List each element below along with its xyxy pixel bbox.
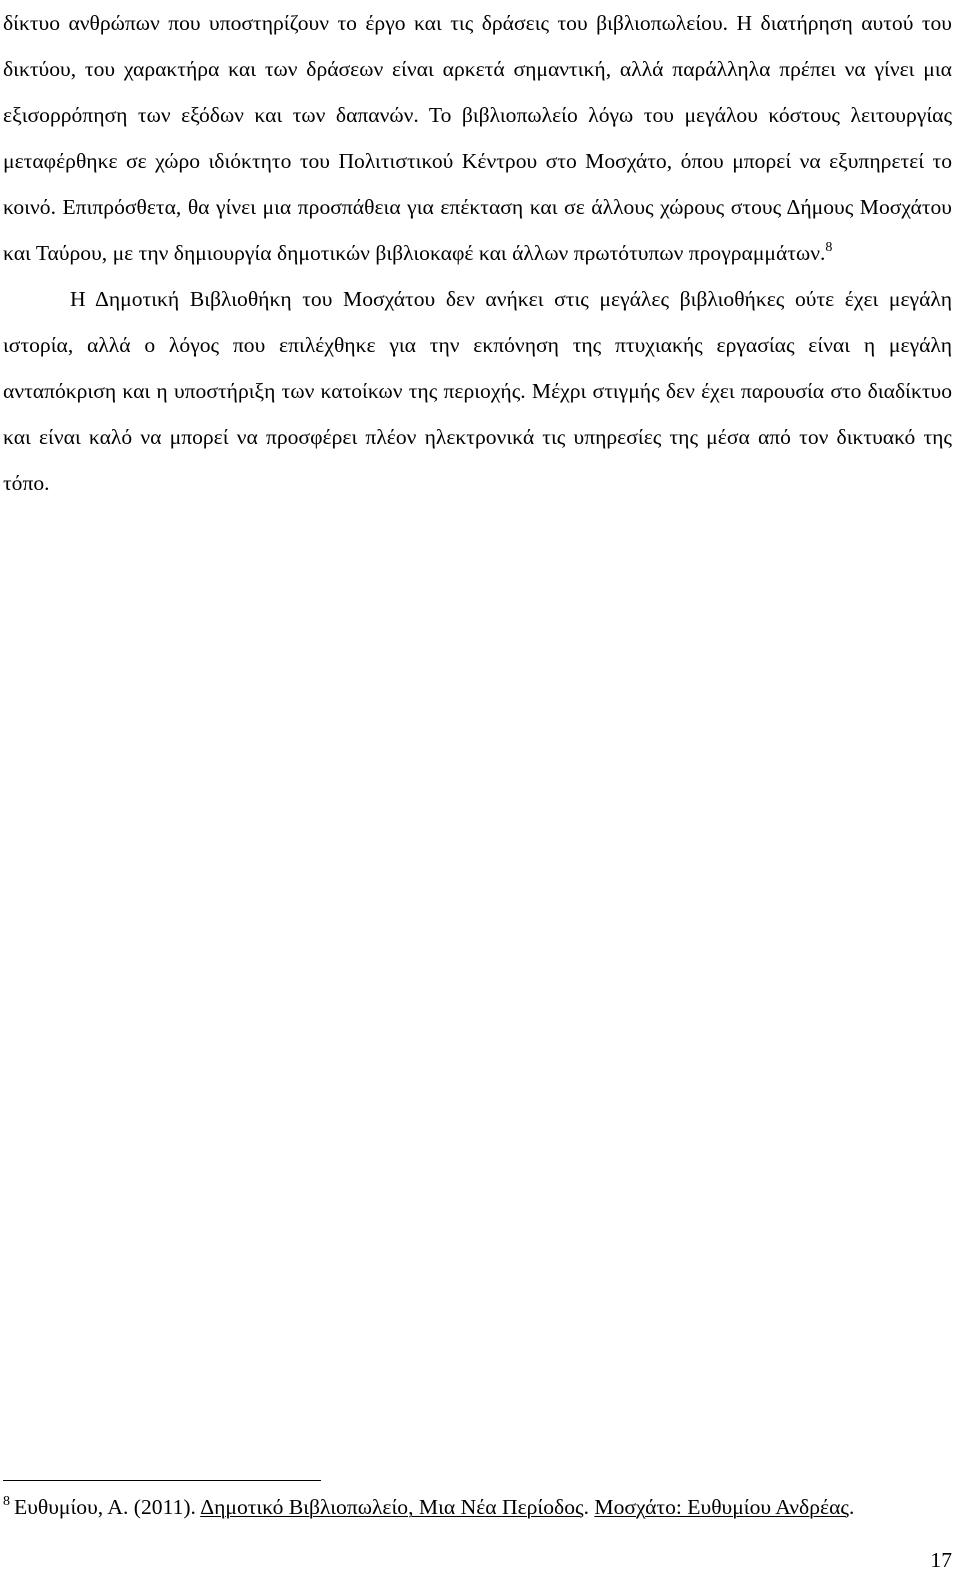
page-number: 17 <box>930 1548 952 1572</box>
paragraph <box>3 276 952 506</box>
paragraph-text: δίκτυο ανθρώπων που υποστηρίζουν το έργο και τις δράσεις του βιβλιοπωλείου. Η διατήρηση αυτού του δικτύου, του χαρακτήρα και των δράσεων είναι αρκετά σημαντική, αλλά παράλληλα πρέπει να γίνει μια εξισορρόπηση των εξόδων και των δαπανών. Το βιβλιοπωλείο λόγω του μεγάλου κόστους λειτουργίας μεταφέρθηκε σε χώρο ιδιόκτητο του Πολιτιστικού Κέντρου στο Μοσχάτο, όπου μπορεί να εξυπηρετεί το κοινό. Επιπρόσθετα, θα γίνει μια προσπάθεια για επέκταση και σε άλλους χώρους στους Δήμους Μοσχάτου και Ταύρου, με την δημιουργία δημοτικών βιβλιοκαφέ και άλλων πρωτότυπων προγραμμάτων. <box>3 11 952 265</box>
footnote-place: Μοσχάτο: Ευθυμίου Ανδρέας <box>594 1495 849 1519</box>
footnote-separator <box>3 1480 321 1481</box>
paragraph-text: Η Δημοτική Βιβλιοθήκη του Μοσχάτου δεν ανήκει στις μεγάλες βιβλιοθήκες ούτε έχει μεγάλη ιστορία, αλλά ο λόγος που επιλέχθηκε για την εκπόνηση της πτυχιακής εργασίας είναι η μεγάλη ανταπόκριση και η υποστήριξη των κατοίκων της περιοχής. Μέχρι στιγμής δεν έχει παρουσία στο διαδίκτυο και είναι καλό να μπορεί να προσφέρει πλέον ηλεκτρονικά τις υπηρεσίες της μέσα από τον δικτυακό της τόπο. <box>3 287 952 495</box>
footnote-separator-text: . <box>583 1495 589 1519</box>
footnote <box>3 1493 952 1521</box>
paragraph <box>3 0 952 276</box>
footnote-title: Δημοτικό Βιβλιοπωλείο, Μια Νέα Περίοδος <box>200 1495 584 1519</box>
footnote-reference[interactable]: 8 <box>825 240 833 255</box>
footnote-end: . <box>848 1495 855 1519</box>
footnote-mark: 8 <box>3 1494 10 1509</box>
body-text <box>3 0 952 506</box>
footnote-author: Ευθυμίου, Α. (2011). <box>14 1495 196 1519</box>
